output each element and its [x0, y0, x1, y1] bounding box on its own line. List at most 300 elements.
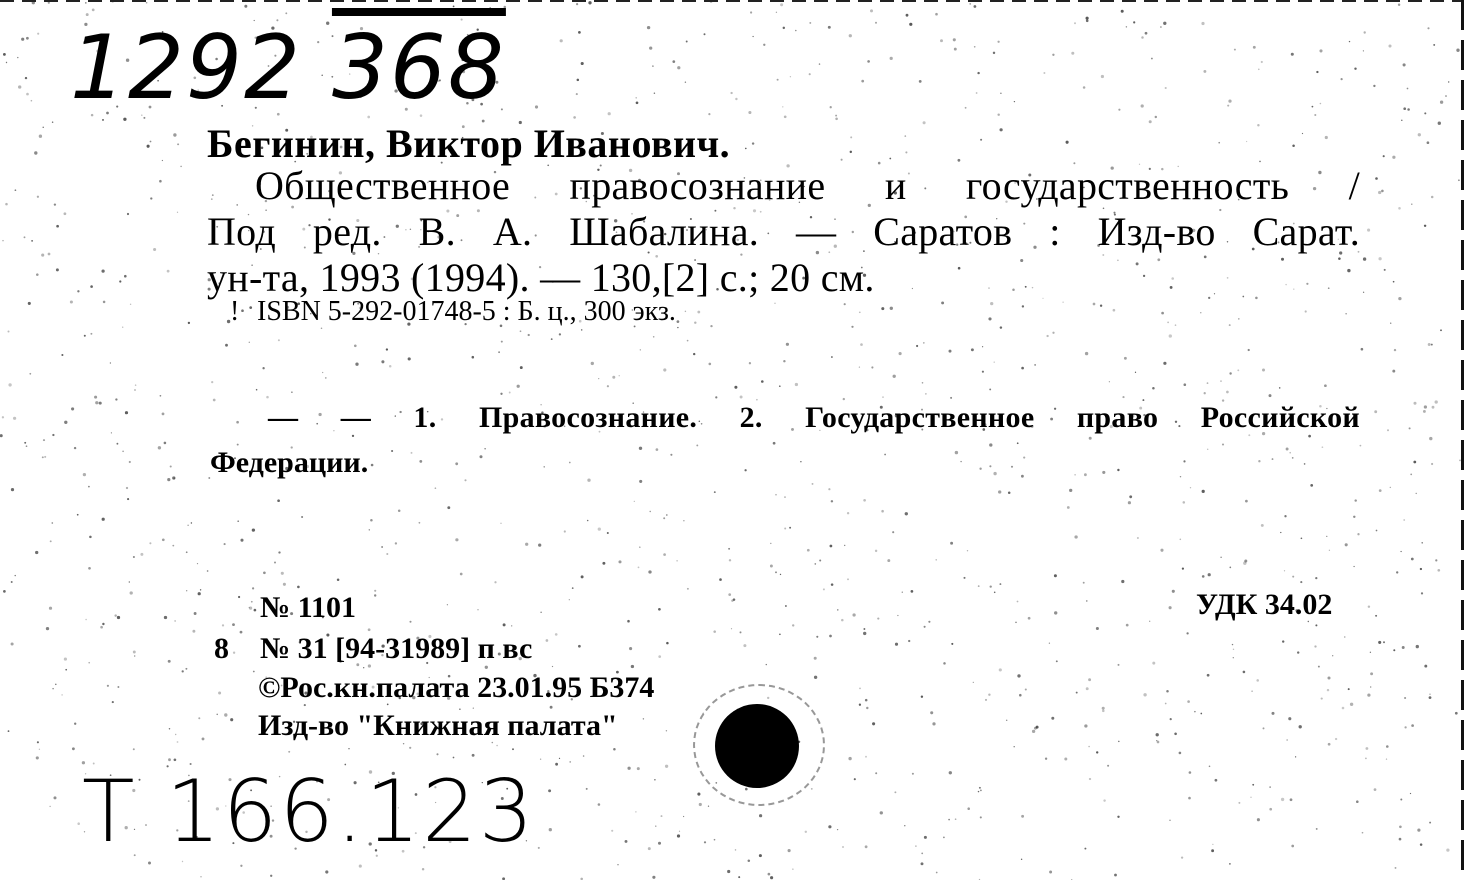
speckle: [1375, 615, 1377, 617]
speckle: [1421, 592, 1423, 594]
speckle: [129, 581, 130, 582]
speckle: [569, 462, 571, 464]
speckle: [627, 767, 630, 770]
speckle: [581, 62, 584, 65]
speckle: [212, 194, 214, 196]
speckle: [53, 796, 56, 799]
speckle: [26, 445, 28, 447]
speckle: [1124, 357, 1127, 360]
speckle: [949, 350, 952, 353]
speckle: [31, 100, 33, 102]
speckle: [727, 870, 730, 873]
speckle: [1121, 580, 1124, 583]
speckle: [386, 553, 388, 555]
speckle: [1366, 747, 1369, 750]
speckle: [177, 143, 179, 145]
speckle: [24, 442, 26, 444]
speckle: [1229, 567, 1231, 569]
speckle: [1420, 568, 1422, 570]
speckle: [770, 543, 771, 544]
speckle: [211, 198, 213, 200]
speckle: [127, 498, 129, 500]
speckle: [905, 512, 908, 515]
speckle: [222, 624, 224, 626]
speckle: [677, 834, 680, 837]
speckle: [1427, 141, 1430, 144]
speckle: [218, 692, 221, 695]
speckle: [95, 401, 98, 404]
speckle: [238, 596, 240, 598]
speckle: [578, 31, 581, 34]
speckle: [775, 571, 777, 573]
speckle: [167, 270, 170, 273]
speckle: [177, 212, 178, 213]
speckle: [1166, 690, 1169, 693]
speckle: [548, 789, 551, 792]
speckle: [1088, 678, 1091, 681]
speckle: [240, 865, 242, 867]
card-number: № 1101: [260, 591, 356, 624]
speckle: [1243, 671, 1246, 674]
speckle: [607, 532, 609, 534]
speckle: [191, 522, 192, 523]
speckle: [654, 92, 655, 93]
speckle: [484, 448, 485, 449]
speckle: [1200, 713, 1202, 715]
speckle: [925, 393, 926, 394]
speckle: [663, 368, 666, 371]
speckle: [1338, 257, 1341, 260]
speckle: [525, 543, 528, 546]
speckle: [919, 80, 922, 83]
speckle: [283, 583, 286, 586]
speckle: [619, 375, 620, 376]
speckle: [1054, 611, 1057, 614]
speckle: [1160, 549, 1163, 552]
speckle: [173, 477, 175, 479]
speckle: [1362, 832, 1364, 834]
speckle: [974, 5, 977, 8]
speckle: [134, 655, 135, 656]
speckle: [823, 588, 825, 590]
speckle: [676, 560, 678, 562]
speckle: [453, 757, 455, 759]
speckle: [1102, 710, 1105, 713]
speckle: [28, 302, 31, 305]
speckle: [715, 396, 717, 398]
speckle: [133, 556, 135, 558]
speckle: [835, 115, 837, 117]
speckle: [1181, 856, 1183, 858]
speckle: [1201, 22, 1204, 25]
speckle: [1076, 692, 1078, 694]
speckle: [122, 450, 124, 452]
speckle: [0, 434, 3, 437]
speckle: [1286, 448, 1289, 451]
speckle: [1327, 689, 1329, 691]
speckle: [252, 587, 254, 589]
speckle: [607, 385, 609, 387]
speckle: [1374, 410, 1377, 413]
speckle: [551, 338, 553, 340]
speckle: [890, 307, 893, 310]
speckle: [278, 339, 280, 341]
speckle: [500, 393, 502, 395]
speckle: [1014, 101, 1015, 102]
speckle: [989, 388, 991, 390]
speckle: [1269, 786, 1270, 787]
speckle: [1086, 17, 1089, 20]
speckle: [1118, 109, 1120, 111]
speckle: [912, 288, 913, 289]
speckle: [1429, 437, 1432, 440]
speckle: [849, 34, 852, 37]
speckle: [1056, 660, 1058, 662]
speckle: [447, 604, 448, 605]
speckle: [1398, 3, 1400, 5]
speckle: [672, 60, 675, 63]
speckle: [988, 287, 989, 288]
speckle: [164, 616, 167, 619]
speckle: [1135, 372, 1136, 373]
speckle: [719, 578, 722, 581]
speckle: [501, 341, 503, 343]
speckle: [1019, 694, 1022, 697]
speckle: [8, 730, 10, 732]
speckle: [1373, 85, 1375, 87]
speckle: [740, 396, 743, 399]
speckle: [1328, 743, 1331, 746]
speckle: [241, 309, 244, 312]
speckle: [629, 647, 632, 650]
speckle: [830, 545, 833, 548]
isbn-line: ISBN 5-292-01748-5 : Б. ц., 300 экз.: [257, 296, 676, 327]
speckle: [1388, 44, 1391, 47]
speckle: [546, 639, 549, 642]
speckle: [1448, 81, 1449, 82]
speckle: [965, 107, 967, 109]
speckle: [735, 849, 737, 851]
speckle: [15, 575, 16, 576]
speckle: [381, 360, 384, 363]
speckle: [71, 407, 74, 410]
speckle: [611, 830, 613, 832]
speckle: [1261, 61, 1263, 63]
speckle: [158, 446, 161, 449]
speckle: [1074, 474, 1076, 476]
speckle: [1374, 788, 1377, 791]
speckle: [1386, 745, 1389, 748]
speckle: [963, 577, 965, 579]
speckle: [125, 411, 128, 414]
speckle: [1315, 624, 1317, 626]
speckle: [569, 599, 570, 600]
title-line-1: Общественное правосознание и государственность /: [255, 163, 1360, 208]
subjects-line-1: — — 1. Правосознание. 2. Государственное право Российской: [268, 401, 1360, 434]
speckle: [1013, 746, 1014, 747]
speckle: [1251, 690, 1253, 692]
inventory-number-part-2: 368: [331, 16, 506, 119]
speckle: [889, 158, 891, 160]
speckle: [647, 26, 650, 29]
speckle: [714, 839, 716, 841]
speckle: [1089, 778, 1091, 780]
speckle: [1155, 116, 1157, 118]
speckle: [489, 7, 491, 9]
speckle: [658, 655, 661, 658]
speckle: [1271, 712, 1274, 715]
speckle: [735, 98, 737, 100]
speckle: [1071, 52, 1074, 55]
speckle: [844, 303, 846, 305]
speckle: [1172, 590, 1175, 593]
speckle: [973, 682, 974, 683]
speckle: [348, 748, 349, 749]
speckle: [535, 105, 538, 108]
speckle: [648, 570, 651, 573]
speckle: [1384, 269, 1386, 271]
speckle: [160, 395, 162, 397]
speckle: [48, 253, 51, 256]
speckle: [1252, 784, 1254, 786]
speckle: [598, 378, 599, 379]
speckle: [1424, 405, 1427, 408]
speckle: [587, 520, 589, 522]
speckle: [1017, 674, 1020, 677]
speckle: [1207, 449, 1208, 450]
speckle: [99, 402, 102, 405]
speckle: [1416, 493, 1417, 494]
speckle: [819, 63, 820, 64]
speckle: [835, 118, 838, 121]
speckle: [1160, 26, 1162, 28]
speckle: [18, 85, 21, 88]
speckle: [950, 397, 952, 399]
speckle: [1126, 624, 1129, 627]
speckle: [683, 816, 684, 817]
speckle: [479, 455, 482, 458]
speckle: [625, 840, 628, 843]
speckle: [119, 280, 121, 282]
speckle: [240, 631, 243, 634]
speckle: [1282, 640, 1284, 642]
speckle: [655, 826, 656, 827]
speckle: [1325, 136, 1328, 139]
speckle: [1202, 490, 1205, 493]
speckle: [1117, 469, 1119, 471]
speckle: [859, 687, 861, 689]
speckle: [325, 377, 327, 379]
speckle: [1203, 70, 1206, 73]
speckle: [52, 688, 54, 690]
speckle: [677, 66, 680, 69]
speckle: [1163, 22, 1166, 25]
udk-code: УДК 34.02: [1196, 588, 1333, 621]
speckle: [285, 12, 287, 14]
speckle: [795, 30, 797, 32]
speckle: [814, 676, 817, 679]
speckle: [511, 625, 512, 626]
speckle: [538, 543, 541, 546]
speckle: [1302, 133, 1303, 134]
punch-hole: [715, 704, 799, 788]
speckle: [971, 348, 974, 351]
speckle: [1345, 543, 1348, 546]
speckle: [1363, 292, 1364, 293]
speckle: [1118, 664, 1120, 666]
speckle: [1220, 557, 1221, 558]
speckle: [540, 759, 541, 760]
speckle: [180, 166, 182, 168]
speckle: [355, 363, 358, 366]
speckle: [1407, 88, 1409, 90]
speckle: [905, 151, 907, 153]
speckle: [64, 212, 67, 215]
speckle: [990, 585, 992, 587]
speckle: [498, 351, 500, 353]
speckle: [52, 121, 53, 122]
speckle: [809, 73, 811, 75]
speckle: [935, 13, 938, 16]
speckle: [948, 819, 950, 821]
speckle: [779, 385, 781, 387]
speckle: [643, 718, 644, 719]
speckle: [860, 343, 863, 346]
speckle: [1329, 550, 1330, 551]
speckle: [1083, 86, 1086, 89]
speckle: [398, 509, 401, 512]
speckle: [637, 767, 640, 770]
speckle: [1145, 32, 1148, 35]
speckle: [666, 730, 667, 731]
speckle: [232, 623, 235, 626]
speckle: [274, 561, 276, 563]
speckle: [738, 876, 740, 878]
speckle: [812, 483, 814, 485]
speckle: [998, 490, 1001, 493]
speckle: [42, 456, 44, 458]
speckle: [831, 500, 833, 502]
speckle: [249, 306, 252, 309]
speckle: [1400, 799, 1402, 801]
speckle: [583, 755, 585, 757]
speckle: [1410, 474, 1412, 476]
speckle: [56, 225, 59, 228]
speckle: [1269, 394, 1272, 397]
speckle: [784, 496, 785, 497]
speckle: [631, 665, 634, 668]
speckle: [64, 658, 67, 661]
speckle: [140, 553, 143, 556]
speckle: [211, 381, 213, 383]
speckle: [627, 620, 630, 623]
speckle: [638, 567, 640, 569]
speckle: [922, 382, 924, 384]
speckle: [1400, 551, 1401, 552]
speckle: [36, 756, 39, 759]
speckle: [252, 528, 255, 531]
speckle: [1353, 566, 1354, 567]
speckle: [887, 559, 890, 562]
speckle: [1109, 381, 1110, 382]
speckle: [1237, 369, 1239, 371]
speckle: [728, 593, 731, 596]
speckle: [83, 473, 86, 476]
speckle: [216, 714, 217, 715]
speckle: [1281, 258, 1284, 261]
speckle: [1310, 484, 1313, 487]
speckle: [472, 754, 475, 757]
speckle: [699, 803, 702, 806]
speckle: [814, 657, 817, 660]
speckle: [381, 546, 383, 548]
speckle: [848, 757, 851, 760]
speckle: [168, 660, 171, 663]
speckle: [549, 828, 552, 831]
speckle: [842, 846, 844, 848]
speckle: [748, 860, 751, 863]
speckle: [1255, 297, 1258, 300]
speckle: [1186, 632, 1188, 634]
speckle: [1188, 797, 1191, 800]
speckle: [924, 626, 926, 628]
speckle: [694, 321, 696, 323]
speckle: [1100, 305, 1102, 307]
speckle: [851, 326, 853, 328]
speckle: [740, 631, 742, 633]
speckle: [714, 491, 716, 493]
speckle: [774, 303, 775, 304]
speckle: [958, 267, 961, 270]
speckle: [2, 416, 4, 418]
speckle: [1431, 196, 1434, 199]
speckle: [1386, 758, 1387, 759]
speckle: [1137, 537, 1139, 539]
speckle: [859, 366, 860, 367]
speckle: [569, 761, 571, 763]
speckle: [26, 37, 29, 40]
speckle: [1143, 693, 1146, 696]
speckle: [188, 322, 190, 324]
speckle: [1067, 506, 1070, 509]
speckle: [134, 389, 136, 391]
speckle: [1253, 46, 1256, 49]
speckle: [1170, 718, 1172, 720]
speckle: [88, 662, 90, 664]
speckle: [1258, 460, 1260, 462]
speckle: [847, 512, 849, 514]
speckle: [789, 527, 791, 529]
speckle: [617, 864, 618, 865]
speckle: [564, 530, 566, 532]
speckle: [50, 540, 52, 542]
speckle: [1129, 495, 1132, 498]
speckle: [1348, 688, 1350, 690]
speckle: [1128, 501, 1131, 504]
speckle: [1281, 798, 1284, 801]
speckle: [1284, 515, 1286, 517]
speckle: [941, 301, 944, 304]
speckle: [90, 333, 92, 335]
speckle: [187, 525, 188, 526]
speckle: [1180, 539, 1182, 541]
speckle: [1300, 581, 1302, 583]
speckle: [867, 60, 870, 63]
speckle: [1421, 542, 1423, 544]
speckle: [1086, 687, 1089, 690]
speckle: [117, 686, 119, 688]
speckle: [1088, 746, 1090, 748]
